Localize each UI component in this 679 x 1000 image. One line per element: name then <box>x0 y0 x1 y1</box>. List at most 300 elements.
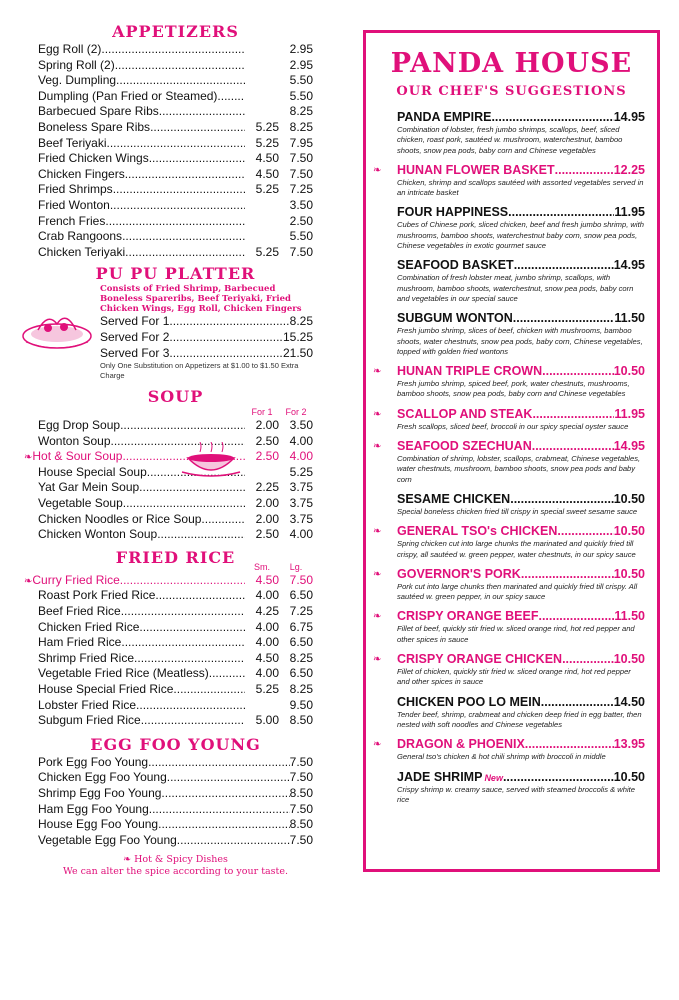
chef-item-description: Special boneless chicken fried till crispy in special sweet sesame sauce <box>397 506 638 516</box>
hot-dishes-note <box>38 854 313 866</box>
fried-rice-title: FRIED RICE <box>115 547 236 567</box>
leader-dots <box>120 418 245 434</box>
fried-rice-row <box>38 604 313 620</box>
pupu-serving-name: Served For 3 <box>100 345 170 360</box>
fried-rice-price-large: 6.50 <box>289 666 313 681</box>
leader-dots <box>514 257 614 273</box>
left-column <box>24 22 313 878</box>
soup-name: Hot & Sour Soup <box>32 449 123 464</box>
leader-dots <box>201 512 245 528</box>
fried-rice-row <box>38 635 313 651</box>
leader-dots <box>123 496 245 512</box>
leader-dots <box>173 682 245 698</box>
chef-item-name: GENERAL TSO's CHICKEN <box>397 524 558 539</box>
appetizer-price-large: 8.25 <box>289 104 313 119</box>
pupu-title: PU PU PLATTER <box>95 264 256 284</box>
appetizer-name: Egg Roll (2) <box>38 42 102 56</box>
fried-rice-price-large: 6.50 <box>289 635 313 650</box>
egg-foo-young-row <box>38 802 313 818</box>
soup-row <box>38 496 313 512</box>
chef-item-description: Combination of shrimp, lobster, scallops, crabmeat, Chinese vegetables, water chestnuts, mushroom, bamboo shoots, snow pea pods and baby corn <box>397 454 641 484</box>
egg-foo-young-price: 7.50 <box>289 801 313 816</box>
appetizer-row <box>38 245 313 261</box>
chef-item-line <box>397 204 645 220</box>
leader-dots <box>106 136 245 152</box>
fried-rice-row <box>24 572 313 589</box>
chef-item-price: 13.95 <box>613 737 645 752</box>
fried-rice-price-small: 5.25 <box>255 682 279 696</box>
chef-item-description: Spring chicken cut into large chunks the marinated and quickly fried till crispy, all sautéed w. green pepper, water chestnuts, in our spicy sauce <box>397 539 636 559</box>
chef-item-name: GOVERNOR'S PORK <box>397 566 521 581</box>
soup-price-large: 4.00 <box>289 433 313 448</box>
leader-dots <box>141 713 245 729</box>
soup-row <box>24 449 313 465</box>
leader-dots <box>155 588 245 604</box>
chef-item-line <box>397 310 645 326</box>
appetizer-name: Fried Shrimps <box>38 182 113 197</box>
appetizer-price-large: 7.50 <box>289 244 313 259</box>
leader-dots <box>217 89 245 105</box>
leader-dots <box>101 42 245 58</box>
egg-foo-young-name: Ham Egg Foo Young <box>38 801 149 816</box>
chef-suggestions-title: OUR CHEF'S SUGGESTIONS <box>396 84 627 99</box>
chef-item-price: 14.95 <box>613 258 645 273</box>
fried-rice-name: Chicken Fried Rice <box>38 619 140 634</box>
chef-item-description: Chicken, shrimp and scallops sautéed with assorted vegetables served in an intricate basket <box>397 177 644 198</box>
chef-item-description: Crispy shrimp w. creamy sauce, served with steamed broccolis & white rice <box>397 784 636 804</box>
chef-item-line <box>397 651 645 667</box>
appetizer-name: Veg. Dumpling <box>38 73 117 88</box>
leader-dots <box>125 245 245 261</box>
egg-foo-young-row <box>38 786 313 802</box>
appetizer-price-large: 7.50 <box>289 166 313 181</box>
leader-dots <box>139 480 245 496</box>
leader-dots <box>532 406 614 422</box>
fried-rice-name: Lobster Fried Rice <box>38 697 137 712</box>
chef-item-price: 14.95 <box>613 110 645 124</box>
fried-rice-row <box>38 713 313 729</box>
chef-item-line <box>397 608 645 624</box>
soup-row <box>38 480 313 496</box>
pepper-icon: ❧ <box>123 854 135 866</box>
chef-item <box>373 736 645 762</box>
chef-item-price: 12.25 <box>613 162 645 177</box>
soup-price-small: 2.00 <box>255 418 279 433</box>
leader-dots <box>115 58 245 74</box>
fried-rice-price-small: 4.00 <box>255 588 279 603</box>
leader-dots <box>169 314 289 330</box>
fried-rice-price-small: 4.00 <box>255 635 279 650</box>
chef-item <box>397 310 645 357</box>
fried-rice-row <box>38 651 313 667</box>
fried-rice-col2-label: Lg. <box>289 561 303 572</box>
fried-rice-price-small: 4.50 <box>255 650 279 665</box>
appetizer-price-large: 5.50 <box>289 73 313 88</box>
fried-rice-name: Subgum Fried Rice <box>38 713 141 728</box>
fried-rice-row <box>38 698 313 714</box>
appetizer-row <box>38 73 313 89</box>
appetizer-name: Spring Roll (2) <box>38 57 115 72</box>
chef-item-line <box>397 438 645 454</box>
chef-item-name: JADE SHRIMP <box>397 769 483 784</box>
soup-name: Egg Drop Soup <box>38 418 121 433</box>
chef-item-price: 10.50 <box>613 364 645 379</box>
soup-price-small: 2.25 <box>255 480 279 495</box>
appetizer-name: Crab Rangoons <box>38 229 123 244</box>
appetizer-row <box>38 89 313 105</box>
leader-dots <box>503 769 614 785</box>
chef-item-line <box>397 769 645 785</box>
pepper-icon: ❧ <box>24 575 33 587</box>
chef-item-description: Pork cut into large chunks then marinated and quickly fried till crispy. All sautéed w. green pepper, in our spicy sauce <box>397 581 638 602</box>
appetizer-price-large: 8.25 <box>289 119 313 134</box>
chef-item-description: General tso's chicken & hot chili shrimp with broccoli in middle <box>397 752 606 762</box>
chef-item <box>397 694 645 731</box>
soup-price-large: 4.00 <box>289 449 313 464</box>
chef-item-price: 10.50 <box>613 652 645 667</box>
fried-rice-row <box>38 588 313 604</box>
appetizer-row <box>38 104 313 120</box>
spice-note: We can alter the spice according to your taste. <box>62 866 289 878</box>
soup-price-large: 3.75 <box>289 511 313 526</box>
hot-note-text: Hot & Spicy Dishes <box>134 854 228 866</box>
leader-dots <box>510 491 614 507</box>
appetizer-price-large: 7.50 <box>289 151 313 166</box>
chef-item-name: HUNAN FLOWER BASKET <box>397 162 555 177</box>
pepper-icon: ❧ <box>373 611 382 623</box>
soup-name: Vegetable Soup <box>38 496 123 511</box>
pepper-icon: ❧ <box>373 366 382 378</box>
chef-item-price: 11.95 <box>614 205 645 220</box>
chef-item-line <box>397 363 645 379</box>
pepper-icon: ❧ <box>373 739 382 751</box>
pupu-serving-row <box>100 314 313 330</box>
soup-price-large: 3.50 <box>289 418 313 433</box>
fried-rice-price-small: 4.00 <box>255 666 279 681</box>
leader-dots <box>136 698 245 714</box>
leader-dots <box>513 310 615 326</box>
egg-foo-young-name: Chicken Egg Foo Young <box>38 770 167 785</box>
chef-item-line <box>397 257 645 273</box>
chef-item <box>397 204 645 251</box>
leader-dots <box>169 330 283 346</box>
fried-rice-name: Roast Pork Fried Rice <box>38 588 156 603</box>
chef-item-description: Fresh jumbo shrimp, spiced beef, pork, water chestnuts, mushrooms, bamboo shoots, snow pea pods, baby corn and Chinese vegetables <box>397 379 630 399</box>
fried-rice-price-large: 6.50 <box>289 588 313 603</box>
leader-dots <box>134 651 245 667</box>
egg-foo-young-name: Pork Egg Foo Young <box>38 754 149 769</box>
fried-rice-price-large: 7.50 <box>289 572 313 587</box>
leader-dots <box>139 620 245 636</box>
fried-rice-price-small: 5.00 <box>255 713 279 728</box>
leader-dots <box>161 786 289 802</box>
chef-item-description: Fresh scallops, sliced beef, broccoli in our spicy special oyster sauce <box>397 421 629 431</box>
chef-item-price: 14.50 <box>613 694 645 709</box>
soup-name: Yat Gar Mein Soup <box>38 480 140 495</box>
appetizer-row <box>38 120 313 136</box>
fried-rice-name: Curry Fried Rice <box>32 572 120 587</box>
leader-dots <box>521 566 614 582</box>
pupu-serving-row <box>100 330 313 346</box>
soup-row <box>38 434 313 450</box>
chef-item-line <box>397 736 645 752</box>
soup-price-small: 2.50 <box>255 433 279 448</box>
egg-foo-young-row <box>38 770 313 786</box>
appetizer-row <box>38 167 313 183</box>
chef-item-description: Fresh jumbo shrimp, slices of beef, chicken with mushrooms, bamboo shoots, water chestnuts, snow pea pods, baby corn, Chinese vegetables, topped with golden fried wontons <box>397 326 643 356</box>
appetizer-row <box>38 229 313 245</box>
pupu-list <box>100 314 313 361</box>
leader-dots <box>113 182 245 198</box>
chef-item <box>397 769 645 806</box>
appetizer-price-small: 4.50 <box>255 166 279 181</box>
leader-dots <box>149 151 245 167</box>
egg-foo-young-name: House Egg Foo Young <box>38 817 159 832</box>
soup-title: SOUP <box>147 387 204 407</box>
pupu-serving-price: 21.50 <box>282 345 313 360</box>
leader-dots <box>538 608 614 624</box>
new-badge: New <box>484 772 503 783</box>
fried-rice-name: Shrimp Fried Rice <box>38 650 135 665</box>
pepper-icon: ❧ <box>373 164 382 176</box>
leader-dots <box>555 162 614 178</box>
chef-item-name: CHICKEN POO LO MEIN <box>397 694 541 709</box>
platter-illustration <box>18 302 96 354</box>
egg-foo-young-price: 8.50 <box>289 817 313 832</box>
soup-price-small: 2.00 <box>255 511 279 526</box>
pepper-icon: ❧ <box>373 408 382 420</box>
appetizer-price-large: 2.95 <box>289 57 313 72</box>
appetizer-name: Fried Wonton <box>38 197 110 212</box>
chef-item-name: SEAFOOD BASKET <box>397 258 514 273</box>
pupu-serving-name: Served For 2 <box>100 329 170 344</box>
chef-item-name: PANDA EMPIRE <box>397 110 492 124</box>
appetizer-name: Barbecued Spare Ribs <box>38 104 159 119</box>
leader-dots <box>121 604 245 620</box>
soup-bowl-illustration <box>180 442 242 478</box>
pepper-icon: ❧ <box>373 568 382 580</box>
leader-dots <box>525 736 614 752</box>
leader-dots <box>177 833 290 849</box>
appetizer-row <box>38 182 313 198</box>
soup-column-headers <box>38 407 313 418</box>
appetizers-title: APPETIZERS <box>112 22 239 41</box>
fried-rice-row <box>38 666 313 682</box>
chef-item-price: 14.95 <box>613 439 645 454</box>
appetizer-price-large: 5.50 <box>289 229 313 244</box>
soup-price-large: 4.00 <box>289 527 313 542</box>
chef-item <box>373 406 645 432</box>
chef-item-line <box>397 491 645 507</box>
fried-rice-price-large: 9.50 <box>289 697 313 712</box>
chef-item-price: 11.95 <box>614 406 645 421</box>
appetizer-name: Chicken Teriyaki <box>38 244 126 259</box>
fried-rice-price-small: 4.50 <box>255 572 279 587</box>
appetizers-list <box>38 42 313 260</box>
appetizer-row <box>38 42 313 58</box>
leader-dots <box>148 755 290 771</box>
pepper-icon: ❧ <box>24 452 33 464</box>
fried-rice-price-large: 8.25 <box>289 650 313 665</box>
chef-item-description: Combination of fresh lobster meat, jumbo shrimp, scallops, with mushroom, bamboo shoots, waterchestnut, snow pea pods, baby corn and vegetables in our special sauce <box>397 273 634 303</box>
chef-item-line <box>397 566 645 582</box>
soup-name: House Special Soup <box>38 464 147 479</box>
chef-item-name: SCALLOP AND STEAK <box>397 406 533 421</box>
leader-dots <box>562 651 614 667</box>
pupu-description: Consists of Fried Shrimp, Barbecued Boneless Spareribs, Beef Teriyaki, Fried Chicken Wings, Egg Roll, Chicken Fingers <box>100 284 302 315</box>
chef-item-price: 11.50 <box>614 609 645 624</box>
soup-row <box>38 465 313 481</box>
appetizer-row <box>38 151 313 167</box>
egg-foo-young-title: EGG FOO YOUNG <box>90 734 261 754</box>
chef-item-name: CRISPY ORANGE CHICKEN <box>397 652 563 667</box>
leader-dots <box>116 73 245 89</box>
appetizer-name: Dumpling (Pan Fried or Steamed) <box>38 88 218 103</box>
soup-price-small: 2.00 <box>255 496 279 511</box>
appetizer-price-large: 7.25 <box>289 182 313 197</box>
soup-col1-label: For 1 <box>251 407 273 418</box>
chef-item-line <box>397 109 645 125</box>
soup-name: Chicken Noodles or Rice Soup <box>38 511 202 526</box>
egg-foo-young-row <box>38 755 313 771</box>
appetizer-price-large: 7.95 <box>289 135 313 150</box>
pupu-serving-row <box>100 346 313 362</box>
egg-foo-young-price: 7.50 <box>289 770 313 785</box>
fried-rice-name: House Special Fried Rice <box>38 682 174 696</box>
chef-item <box>373 162 645 199</box>
leader-dots <box>120 573 245 589</box>
chef-suggestions-list <box>366 109 657 805</box>
egg-foo-young-price: 8.50 <box>289 785 313 800</box>
chef-item <box>397 491 645 517</box>
fried-rice-price-small: 4.00 <box>255 619 279 634</box>
fried-rice-price-large: 6.75 <box>289 619 313 634</box>
restaurant-name: PANDA HOUSE <box>390 48 633 79</box>
chef-item-price: 10.50 <box>613 491 645 506</box>
appetizer-name: Chicken Fingers <box>38 166 125 181</box>
chef-item-line <box>397 406 645 422</box>
leader-dots <box>508 204 614 220</box>
chef-item-description: Fillet of chicken, quickly stir fried w. sliced orange rind, hot red pepper and other spices in sauce <box>397 667 631 687</box>
leader-dots <box>541 694 614 710</box>
appetizer-price-small: 5.25 <box>255 119 279 134</box>
fried-rice-price-large: 8.25 <box>289 682 313 696</box>
chef-item-description: Fillet of beef, quickly stir fried w. sliced orange rind, hot red pepper and other spices in sauce <box>397 624 635 644</box>
substitution-note: Only One Substitution on Appetizers at $1.00 to $1.50 Extra Charge <box>100 361 299 381</box>
chef-item-description: Tender beef, shrimp, crabmeat and chicken deep fried in egg batter, then nested with soft noodles and Chinese vegetables <box>397 709 642 729</box>
chef-item <box>373 651 645 688</box>
pepper-icon: ❧ <box>373 526 382 538</box>
appetizer-name: Beef Teriyaki <box>38 135 107 150</box>
leader-dots <box>121 635 245 651</box>
chef-item <box>373 566 645 603</box>
fried-rice-name: Beef Fried Rice <box>38 604 121 619</box>
egg-foo-young-price: 7.50 <box>289 832 313 847</box>
chef-item-name: SEAFOOD SZECHUAN <box>397 439 532 454</box>
chef-item <box>373 363 645 400</box>
soup-name: Wonton Soup <box>38 433 111 448</box>
pepper-icon: ❧ <box>373 441 382 453</box>
appetizer-name: Boneless Spare Ribs <box>38 119 151 134</box>
chef-item-name: CRISPY ORANGE BEEF <box>397 609 539 624</box>
appetizer-price-large: 2.95 <box>289 42 313 56</box>
pupu-serving-price: 15.25 <box>282 329 313 344</box>
pupu-serving-name: Served For 1 <box>100 314 170 329</box>
leader-dots <box>149 802 290 818</box>
appetizer-price-small: 4.50 <box>255 151 279 166</box>
leader-dots <box>532 438 614 454</box>
soup-list <box>24 418 313 543</box>
appetizer-price-small: 5.25 <box>255 182 279 197</box>
appetizer-row <box>38 136 313 152</box>
chef-item-name: SESAME CHICKEN <box>397 491 511 506</box>
soup-price-large: 3.75 <box>289 480 313 495</box>
appetizer-price-large: 5.50 <box>289 88 313 103</box>
chef-item-description: Combination of lobster, fresh jumbo shrimps, scallops, beef, sliced chicken, roast pork, sautéed w. mushroom, waterchestnut, bamboo shoots, snow pea pods, baby corn and Chinese vegetables <box>397 125 623 155</box>
appetizer-row <box>38 214 313 230</box>
egg-foo-young-row <box>38 817 313 833</box>
appetizer-price-small: 5.25 <box>255 244 279 259</box>
egg-foo-young-name: Shrimp Egg Foo Young <box>38 785 162 800</box>
fried-rice-row <box>38 682 313 698</box>
chef-item-name: HUNAN TRIPLE CROWN <box>397 364 543 379</box>
chef-item-name: FOUR HAPPINESS <box>397 205 509 220</box>
appetizer-name: Fried Chicken Wings <box>38 151 149 166</box>
leader-dots <box>150 120 245 136</box>
fried-rice-list <box>24 572 313 729</box>
soup-col2-label: For 2 <box>285 407 307 418</box>
chef-item <box>373 523 645 560</box>
leader-dots <box>122 229 245 245</box>
egg-foo-young-price: 7.50 <box>289 754 313 769</box>
chef-item <box>373 438 645 485</box>
soup-price-small: 2.50 <box>255 527 279 542</box>
soup-name: Chicken Wonton Soup <box>38 527 158 542</box>
egg-foo-young-row <box>38 833 313 849</box>
leader-dots <box>110 198 245 214</box>
leader-dots <box>209 666 245 682</box>
leader-dots <box>158 817 290 833</box>
soup-row <box>38 512 313 528</box>
chef-item-description: Cubes of Chinese pork, sliced chicken, beef and fresh jumbo shrimp, with mushrooms, bamboo shoots, waterchestnut baby corn, snow pea pods, Chinese vegetables in exotic gourmet sauce <box>397 220 644 251</box>
chef-item-price: 10.50 <box>613 524 645 539</box>
egg-foo-young-list <box>38 755 313 849</box>
chef-item-price: 11.50 <box>614 311 645 326</box>
soup-price-large: 5.25 <box>289 464 313 479</box>
pupu-serving-price: 8.25 <box>289 314 313 329</box>
leader-dots <box>159 104 245 120</box>
chef-item-name: DRAGON & PHOENIX <box>397 737 525 752</box>
soup-price-small: 2.50 <box>255 449 279 464</box>
leader-dots <box>169 346 283 362</box>
leader-dots <box>105 214 245 230</box>
appetizer-name: French Fries <box>38 213 106 228</box>
soup-price-large: 3.75 <box>289 496 313 511</box>
leader-dots <box>557 523 613 539</box>
fried-rice-price-large: 8.50 <box>289 713 313 728</box>
chef-item-price: 10.50 <box>613 769 645 784</box>
leader-dots <box>125 167 245 183</box>
fried-rice-row <box>38 620 313 636</box>
appetizer-row <box>38 198 313 214</box>
chef-item <box>373 608 645 645</box>
pepper-icon: ❧ <box>373 654 382 666</box>
appetizer-price-large: 2.50 <box>289 213 313 228</box>
leader-dots <box>542 363 614 379</box>
fried-rice-price-small: 4.25 <box>255 604 279 619</box>
soup-row <box>38 527 313 543</box>
egg-foo-young-name: Vegetable Egg Foo Young <box>38 832 177 847</box>
